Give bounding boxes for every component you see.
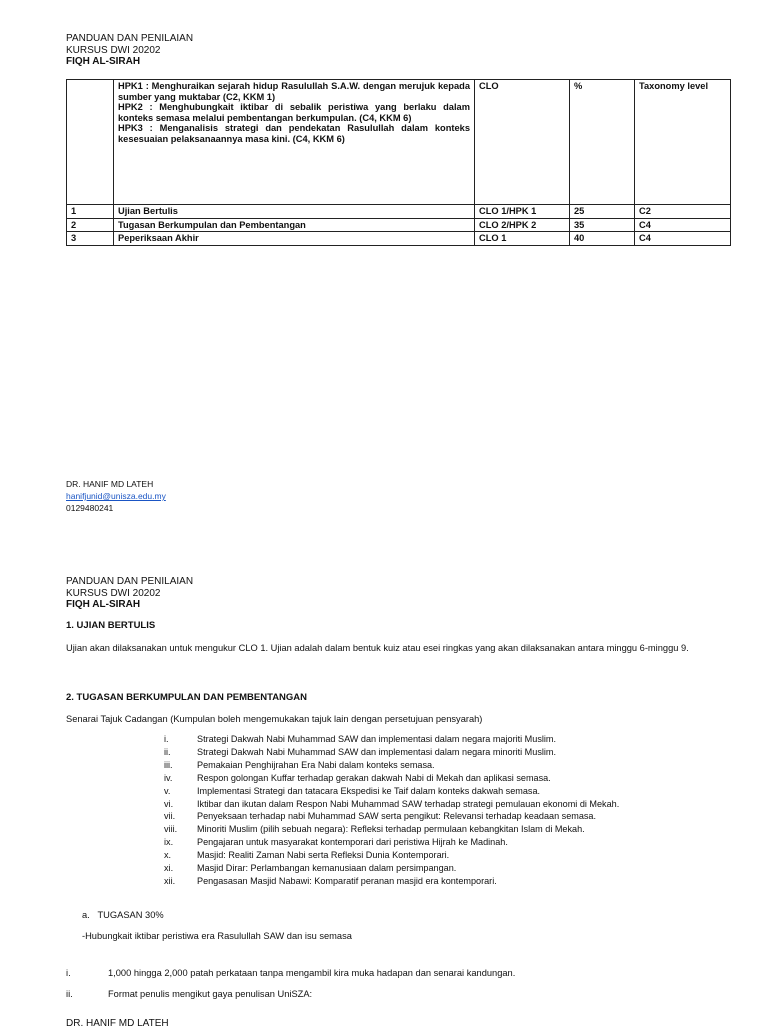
list-item: ix. Pengajaran untuk masyarakat kontemporari dari peristiwa Hijrah ke Madinah. — [164, 837, 508, 848]
row-no: 3 — [67, 232, 114, 246]
topic-list — [164, 733, 619, 888]
taxonomy-header: Taxonomy level — [635, 80, 731, 205]
hpk-2: HPK2 : Menghubungkait iktibar di sebalik peristiwa yang berlaku dalam konteks semasa melalui pembentangan berkumpulan. (C4, KKM 6) — [118, 102, 470, 123]
row-desc: Peperiksaan Akhir — [114, 232, 475, 246]
row-desc: Tugasan Berkumpulan dan Pembentangan — [114, 218, 475, 232]
section-2-intro: Senarai Tajuk Cadangan (Kumpulan boleh mengemukakan tajuk lain dengan persetujuan pensyarah) — [66, 714, 483, 724]
list-item: i. 1,000 hingga 2,000 patah perkataan tanpa mengambil kira muka hadapan dan senarai kandungan. — [66, 968, 516, 978]
list-item: ii. Strategi Dakwah Nabi Muhammad SAW dan implementasi dalam negara minoriti Muslim. — [164, 746, 557, 757]
list-item: i. Strategi Dakwah Nabi Muhammad SAW dan implementasi dalam negara majoriti Muslim. — [164, 734, 557, 744]
list-item: vii. Penyeksaan terhadap nabi Muhammad SAW serta pengikut: Relevansi terhadap keadaan semasa. — [164, 811, 597, 822]
header-line-2: KURSUS DWI 20202 — [66, 44, 161, 56]
list-item: xi. Masjid Dirar: Perlambangan kemanusiaan dalam persimpangan. — [164, 863, 457, 874]
header-line-1: PANDUAN DAN PENILAIAN — [66, 576, 194, 587]
row-no: 1 — [67, 205, 114, 219]
row-desc: Ujian Bertulis — [114, 205, 475, 219]
header-line-1: PANDUAN DAN PENILAIAN — [66, 33, 194, 44]
page1-header — [66, 33, 193, 68]
row-clo: CLO 1 — [475, 232, 570, 246]
hpk-cell — [114, 80, 475, 205]
row-clo: CLO 1/HPK 1 — [475, 205, 570, 219]
table-row — [67, 205, 731, 219]
percent-header: % — [570, 80, 635, 205]
section-2-title: 2. TUGASAN BERKUMPULAN DAN PEMBENTANGAN — [66, 692, 308, 703]
hpk-1: HPK1 : Menghuraikan sejarah hidup Rasulullah S.A.W. dengan merujuk kepada sumber yang muktabar (C2, KKM 1) — [118, 81, 470, 102]
header-line-3: FIQH AL-SIRAH — [66, 56, 141, 67]
list-item: ii. Format penulis mengikut gaya penulisan UniSZA: — [66, 989, 313, 999]
list-item: iv. Respon golongan Kuffar terhadap gerakan dakwah Nabi di Mekah dan aplikasi semasa. — [164, 772, 551, 783]
row-pct: 35 — [570, 218, 635, 232]
phone-number: 0129480241 — [66, 503, 114, 513]
row-clo: CLO 2/HPK 2 — [475, 218, 570, 232]
list-item: vi. Iktibar dan ikutan dalam Respon Nabi Muhammad SAW terhadap strategi pemulauan ekonomi di Mekah. — [164, 798, 620, 809]
hpk-3: HPK3 : Menganalisis strategi dan pendekatan Rasulullah dalam konteks kesesuaian pelaksanaannya masa kini. (C4, KKM 6) — [118, 123, 470, 144]
list-item: v. Implementasi Strategi dan tatacara Ekspedisi ke Taif dalam konteks dakwah semasa. — [164, 785, 541, 796]
table-row — [67, 218, 731, 232]
table-header-row — [67, 80, 731, 205]
row-tax: C4 — [635, 218, 731, 232]
table-row — [67, 232, 731, 246]
list-item: viii. Minoriti Muslim (pilih sebuah negara): Refleksi terhadap permulaan kebangkitan Islam di Mekah. — [164, 824, 585, 835]
assessment-table — [66, 79, 731, 246]
row-tax: C4 — [635, 232, 731, 246]
sub-heading-a-desc: -Hubungkait iktibar peristiwa era Rasulullah SAW dan isu semasa — [82, 931, 352, 941]
email-link[interactable]: hanifjunid@unisza.edu.my — [66, 491, 166, 501]
sub-heading-a: a. TUGASAN 30% — [82, 910, 164, 920]
header-line-2: KURSUS DWI 20202 — [66, 587, 161, 599]
list-item: xii. Pengasasan Masjid Nabawi: Komparatif peranan masjid era kontemporari. — [164, 875, 497, 886]
clo-header: CLO — [475, 80, 570, 205]
section-1-title: 1. UJIAN BERTULIS — [66, 620, 156, 631]
list-item: iii. Pemakaian Penghijrahan Era Nabi dalam konteks semasa. — [164, 759, 435, 770]
row-no: 2 — [67, 218, 114, 232]
contact-block — [66, 478, 166, 514]
list-item: x. Masjid: Realiti Zaman Nabi serta Refleksi Dunia Kontemporari. — [164, 850, 450, 861]
page2-header — [66, 576, 193, 611]
lecturer-name: DR. HANIF MD LATEH — [66, 479, 154, 489]
footer-name: DR. HANIF MD LATEH — [66, 1018, 169, 1029]
header-line-3: FIQH AL-SIRAH — [66, 599, 141, 610]
row-pct: 40 — [570, 232, 635, 246]
row-pct: 25 — [570, 205, 635, 219]
section-1-text: Ujian akan dilaksanakan untuk mengukur CLO 1. Ujian adalah dalam bentuk kuiz atau esei ringkas yang akan dilaksanakan antara minggu 6-minggu 9. — [66, 643, 689, 653]
row-tax: C2 — [635, 205, 731, 219]
